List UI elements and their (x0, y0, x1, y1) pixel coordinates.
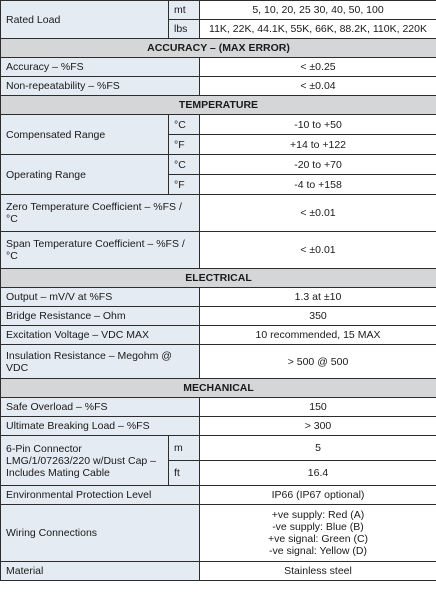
section-temperature (1, 96, 436, 115)
span-temp-coeff-label: Span Temperature Coefficient – %FS / °C (1, 232, 200, 269)
non-repeatability-row (1, 77, 436, 96)
compensated-range-label: Compensated Range (1, 115, 169, 155)
excitation-voltage-label: Excitation Voltage – VDC MAX (1, 326, 200, 345)
wiring-row (1, 505, 436, 562)
material-label: Material (1, 562, 200, 581)
wiring-label: Wiring Connections (1, 505, 200, 562)
rated-load-label: Rated Load (1, 1, 169, 39)
excitation-voltage-value: 10 recommended, 15 MAX (200, 326, 436, 345)
wiring-line: -ve supply: Blue (B) (272, 521, 364, 533)
span-temp-coeff-row (1, 232, 436, 269)
safe-overload-label: Safe Overload – %FS (1, 398, 200, 417)
accuracy-value: < ±0.25 (200, 58, 436, 77)
output-label: Output – mV/V at %FS (1, 288, 200, 307)
unit-fahrenheit: °F (169, 175, 200, 195)
bridge-resistance-row (1, 307, 436, 326)
environmental-label: Environmental Protection Level (1, 486, 200, 505)
bridge-resistance-label: Bridge Resistance – Ohm (1, 307, 200, 326)
accuracy-row (1, 58, 436, 77)
section-title-temperature: TEMPERATURE (1, 96, 436, 115)
unit-mt: mt (169, 1, 200, 20)
compensated-range-row-c (1, 115, 436, 135)
material-value: Stainless steel (200, 562, 436, 581)
connector-m-value: 5 (200, 436, 436, 461)
accuracy-label: Accuracy – %FS (1, 58, 200, 77)
compensated-range-f-value: +14 to +122 (200, 135, 436, 155)
insulation-resistance-value: > 500 @ 500 (200, 345, 436, 379)
output-value: 1.3 at ±10 (200, 288, 436, 307)
section-title-mechanical: MECHANICAL (1, 379, 436, 398)
ultimate-breaking-value: > 300 (200, 417, 436, 436)
material-row (1, 562, 436, 581)
safe-overload-row (1, 398, 436, 417)
section-title-accuracy: ACCURACY – (MAX ERROR) (1, 39, 436, 58)
unit-celsius: °C (169, 155, 200, 175)
rated-load-mt-value: 5, 10, 20, 25 30, 40, 50, 100 (200, 1, 436, 20)
connector-label: 6-Pin Connector LMG/1/07263/220 w/Dust Cap – Includes Mating Cable (1, 436, 169, 486)
environmental-value: IP66 (IP67 optional) (200, 486, 436, 505)
ultimate-breaking-row (1, 417, 436, 436)
environmental-row (1, 486, 436, 505)
connector-row-m (1, 436, 436, 461)
non-repeatability-label: Non-repeatability – %FS (1, 77, 200, 96)
output-row (1, 288, 436, 307)
insulation-resistance-label: Insulation Resistance – Megohm @ VDC (1, 345, 200, 379)
unit-meters: m (169, 436, 200, 461)
operating-range-f-value: -4 to +158 (200, 175, 436, 195)
bridge-resistance-value: 350 (200, 307, 436, 326)
unit-feet: ft (169, 461, 200, 486)
wiring-values (200, 505, 436, 562)
section-electrical (1, 269, 436, 288)
operating-range-c-value: -20 to +70 (200, 155, 436, 175)
section-mechanical (1, 379, 436, 398)
span-temp-coeff-value: < ±0.01 (200, 232, 436, 269)
wiring-line: -ve signal: Yellow (D) (268, 545, 368, 557)
wiring-line: +ve signal: Green (C) (267, 533, 369, 545)
rated-load-row-mt (1, 1, 436, 20)
wiring-line: +ve supply: Red (A) (271, 509, 365, 521)
safe-overload-value: 150 (200, 398, 436, 417)
unit-lbs: lbs (169, 20, 200, 39)
zero-temp-coeff-row (1, 195, 436, 232)
zero-temp-coeff-label: Zero Temperature Coefficient – %FS / °C (1, 195, 200, 232)
excitation-voltage-row (1, 326, 436, 345)
connector-ft-value: 16.4 (200, 461, 436, 486)
zero-temp-coeff-value: < ±0.01 (200, 195, 436, 232)
section-accuracy (1, 39, 436, 58)
rated-load-lbs-value: 11K, 22K, 44.1K, 55K, 66K, 88.2K, 110K, 220K (200, 20, 436, 39)
non-repeatability-value: < ±0.04 (200, 77, 436, 96)
ultimate-breaking-label: Ultimate Breaking Load – %FS (1, 417, 200, 436)
unit-celsius: °C (169, 115, 200, 135)
operating-range-label: Operating Range (1, 155, 169, 195)
compensated-range-c-value: -10 to +50 (200, 115, 436, 135)
section-title-electrical: ELECTRICAL (1, 269, 436, 288)
operating-range-row-c (1, 155, 436, 175)
unit-fahrenheit: °F (169, 135, 200, 155)
insulation-resistance-row (1, 345, 436, 379)
